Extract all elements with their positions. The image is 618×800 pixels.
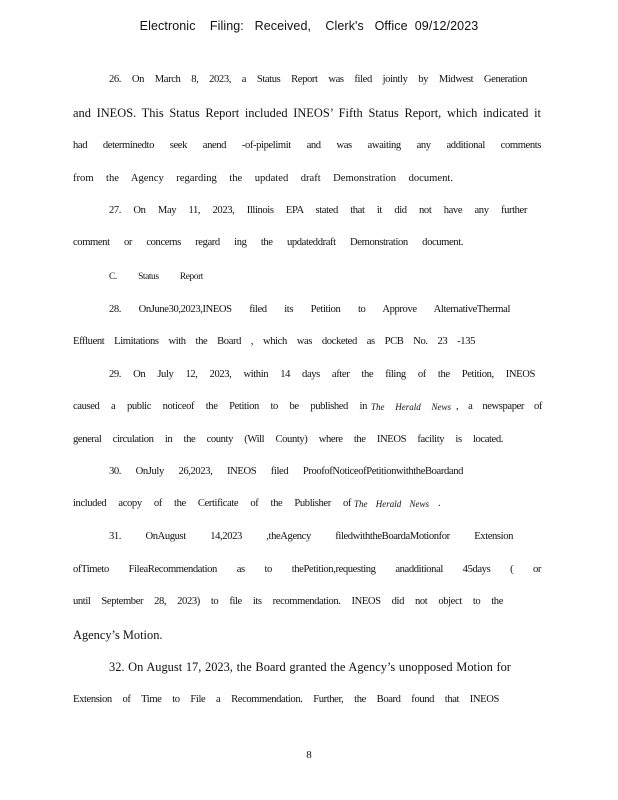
para-26-line-4: from the Agency regarding the updated draft Demonstration document.: [73, 173, 453, 184]
para-29-line-2-end: , a newspaper of: [456, 401, 542, 412]
newspaper-name-2: The Herald News: [354, 499, 429, 509]
para-29-line-3: general circulation in the county (Will County) where the INEOS facility is located.: [73, 434, 503, 445]
para-26-line-1: 26. On March 8, 2023, a Status Report was filed jointly by Midwest Generation: [109, 74, 527, 85]
para-32-line-2: Extension of Time to File a Recommendation. Further, the Board found that INEOS: [73, 694, 499, 705]
para-31-line-4: Agency’s Motion.: [73, 628, 163, 642]
para-28-line-1: 28. OnJune30,2023,INEOS filed its Petition to Approve AlternativeThermal: [109, 304, 510, 315]
para-30-line-2-start: included acopy of the Certificate of the Publisher of: [73, 498, 351, 509]
section-c-heading: C. Status Report: [109, 272, 203, 282]
page-number: 8: [306, 749, 312, 761]
para-27-line-1: 27. On May 11, 2023, Illinois EPA stated that it did not have any further: [109, 205, 527, 216]
para-32-line-1: 32. On August 17, 2023, the Board granted the Agency’s unopposed Motion for: [109, 660, 511, 674]
newspaper-name-1: The Herald News: [371, 402, 451, 412]
para-28-line-2: Effluent Limitations with the Board , which was docketed as PCB No. 23 -135: [73, 336, 475, 347]
para-27-line-2: comment or concerns regard ing the updateddraft Demonstration document.: [73, 237, 463, 248]
para-26-line-3: had determinedto seek anend -of-pipelimit and was awaiting any additional comments: [73, 140, 541, 151]
para-31-line-2: ofTimeto FileaRecommendation as to thePetition,requesting anadditional 45days ( or: [73, 564, 541, 575]
para-30-line-1: 30. OnJuly 26,2023, INEOS filed ProofofNoticeofPetitionwiththeBoardand: [109, 466, 463, 477]
para-30-line-2-end: .: [438, 498, 441, 509]
para-31-line-3: until September 28, 2023) to file its recommendation. INEOS did not object to the: [73, 596, 503, 607]
filing-header: Electronic Filing: Received, Clerk's Office 09/12/2023: [139, 19, 479, 33]
para-26-line-2: and INEOS. This Status Report included INEOS’ Fifth Status Report, which indicated it: [73, 106, 541, 120]
para-29-line-2-start: caused a public noticeof the Petition to be published in: [73, 401, 367, 412]
para-29-line-1: 29. On July 12, 2023, within 14 days after the filing of the Petition, INEOS: [109, 369, 535, 380]
para-31-line-1: 31. OnAugust 14,2023 ,theAgency filedwiththeBoardaMotionfor Extension: [109, 531, 513, 542]
